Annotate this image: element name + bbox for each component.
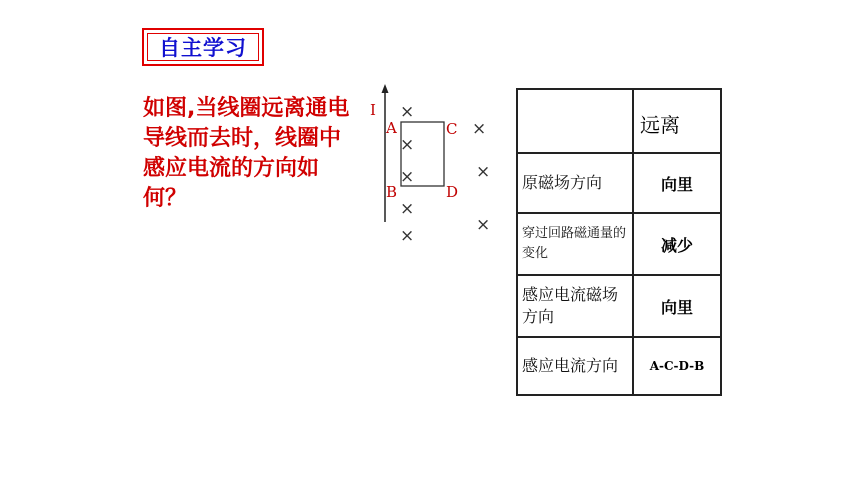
field-cross-icon: × xyxy=(472,119,487,139)
field-cross-icon: × xyxy=(476,162,491,182)
corner-b-label: B xyxy=(386,183,398,201)
row-label: 穿过回路磁通量的变化 xyxy=(517,213,633,275)
row-label: 感应电流磁场方向 xyxy=(517,275,633,337)
field-cross-icon: × xyxy=(400,135,415,155)
row-value: 向里 xyxy=(633,153,721,213)
question-text: 如图,当线圈远离通电导线而去时，线圈中感应电流的方向如何？ xyxy=(143,96,350,211)
corner-c-label: C xyxy=(446,120,458,138)
table-header-cell: 远离 xyxy=(633,89,721,153)
row-label: 原磁场方向 xyxy=(517,153,633,213)
analysis-table xyxy=(516,88,722,396)
coil-diagram xyxy=(362,84,502,244)
field-cross-icon: × xyxy=(400,226,415,244)
row-value: A-C-D-B xyxy=(633,337,721,395)
table-row xyxy=(517,275,721,337)
wire-arrow-icon xyxy=(382,84,389,93)
field-cross-icon: × xyxy=(400,167,415,187)
section-badge xyxy=(142,28,264,66)
row-value: 向里 xyxy=(633,275,721,337)
table-corner-cell xyxy=(517,89,633,153)
row-value: 减少 xyxy=(633,213,721,275)
field-cross-icon: × xyxy=(400,102,415,122)
field-cross-icon: × xyxy=(400,199,415,219)
table-row xyxy=(517,213,721,275)
section-badge-label: 自主学习 xyxy=(147,33,259,61)
table-row xyxy=(517,337,721,395)
field-cross-icon: × xyxy=(476,215,491,235)
corner-a-label: A xyxy=(386,119,397,137)
table-header-row xyxy=(517,89,721,153)
row-label: 感应电流方向 xyxy=(517,337,633,395)
table-row xyxy=(517,153,721,213)
current-label: I xyxy=(370,101,376,119)
corner-d-label: D xyxy=(446,183,459,201)
